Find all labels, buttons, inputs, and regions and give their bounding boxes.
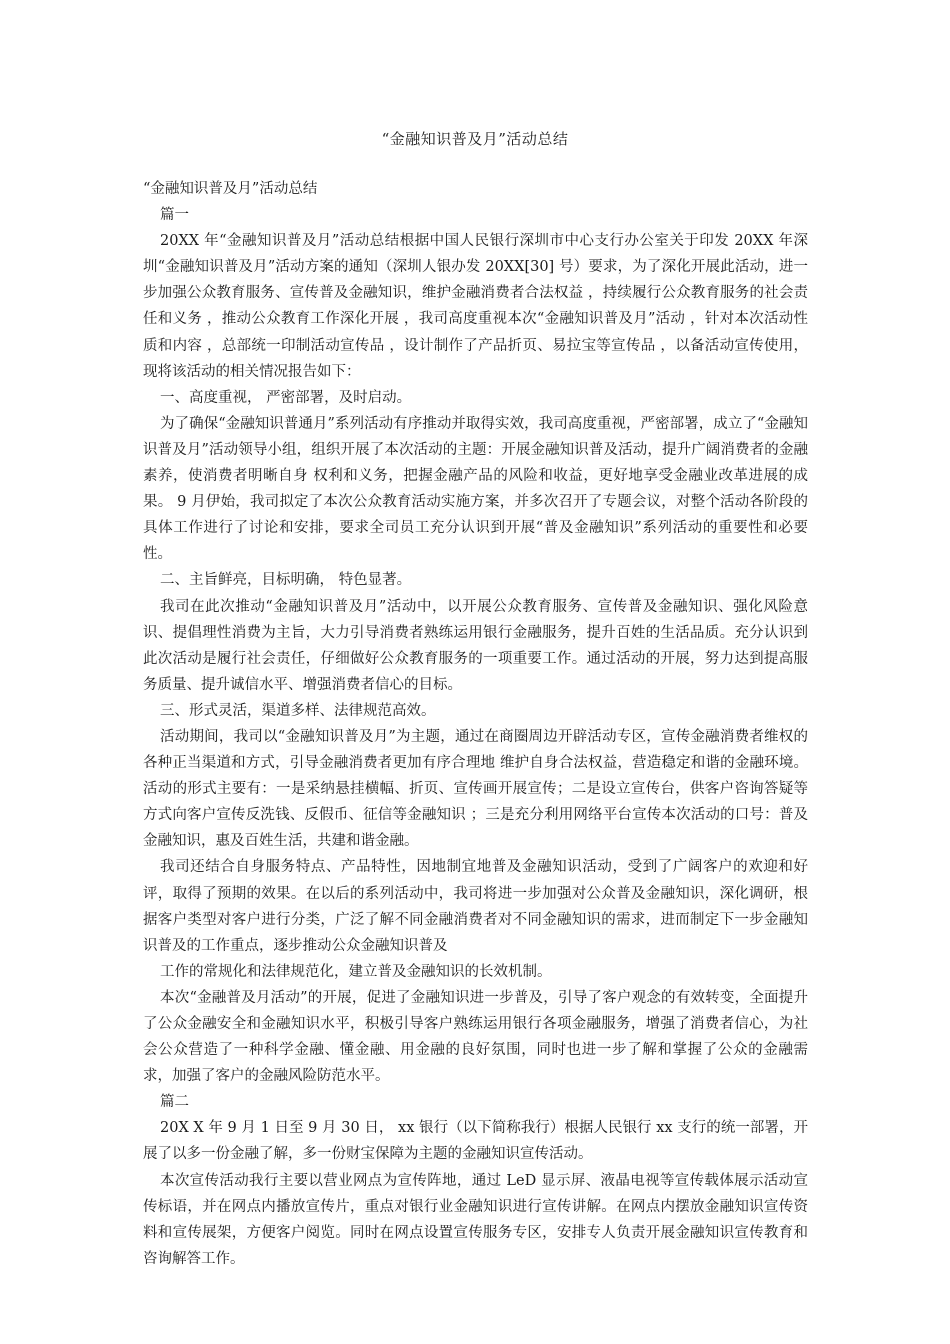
paragraph: 一、高度重视， 严密部署，及时启动。 bbox=[160, 389, 412, 406]
paragraph: 本次宣传活动我行主要以营业网点为宣传阵地，通过 LeD 显示屏、液晶电视等宣传载体展示活动宣传标语，并在网点内播放宣传片，重点对银行业金融知识进行宣传讲解。在网点内摆放金融知识宣传资料和宣传展架，方便客户阅览。同时在网点设置宣传服务专区，安排专人负责开展金融知识宣传教育和咨询解答工作。 bbox=[143, 1172, 808, 1267]
paragraph: 我司在此次推动“金融知识普及月”活动中，以开展公众教育服务、宣传普及金融知识、强化风险意识、提倡理性消费为主旨，大力引导消费者熟练运用银行金融服务，提升百姓的生活品质。充分认识到此次活动是履行社会责任，仔细做好公众教育服务的一项重要工作。通过活动的开展，努力达到提高服务质量、提升诚信水平、增强消费者信心的目标。 bbox=[143, 598, 808, 693]
paragraph: 活动期间，我司以“金融知识普及月”为主题，通过在商圈周边开辟活动专区，宣传金融消费者维权的各种正当渠道和方式，引导金融消费者更加有序合理地 维护自身合法权益，营造稳定和谐的金融环境。活动的形式主要有：一是采纳悬挂横幅、折页、宣传画开展宣传；二是设立宣传台，供客户咨询答疑等方式向客户宣传反洗钱、反假币、征信等金融知识 ；三是充分利用网络平台宣传本次活动的口号：普及金融知识，惠及百姓生活，共建和谐金融。 bbox=[143, 728, 808, 850]
paragraph: 20X X 年 9 月 1 日至 9 月 30 日， xx 银行（以下简称我行）根据人民银行 xx 支行的统一部署，开展了以多一份金融了解，多一份财宝保障为主题的金融知识宣传活动。 bbox=[143, 1120, 808, 1163]
paragraph: 二、主旨鲜亮，目标明确， 特色显著。 bbox=[160, 572, 412, 589]
paragraph: 篇一 bbox=[160, 207, 189, 224]
paragraph: 三、形式灵活，渠道多样、法律规范高效。 bbox=[160, 702, 436, 719]
paragraph: “金融知识普及月”活动总结 bbox=[143, 181, 318, 197]
document-body bbox=[143, 176, 808, 1272]
paragraph: 工作的常规化和法律规范化，建立普及金融知识的长效机制。 bbox=[160, 963, 552, 980]
paragraph: 为了确保“金融知识普通月”系列活动有序推动并取得实效，我司高度重视，严密部署，成立了“金融知识普及月”活动领导小组，组织开展了本次活动的主题：开展金融知识普及活动，提升广阔消费者的金融素养，使消费者明晰自身 权利和义务，把握金融产品的风险和收益，更好地享受金融业改革进展的成果。 9 月伊始，我司拟定了本次公众教育活动实施方案，并多次召开了专题会议，对整个活动各阶段的具体工作进行了讨论和安排，要求全司员工充分认识到开展“普及金融知识”系列活动的重要性和必要性。 bbox=[143, 415, 808, 563]
page-title: “金融知识普及月”活动总结 bbox=[381, 130, 569, 148]
paragraph: 本次“金融普及月活动”的开展，促进了金融知识进一步普及，引导了客户观念的有效转变，全面提升了公众金融安全和金融知识水平，积极引导客户熟练运用银行各项金融服务，增强了消费者信心，为社会公众营造了一种科学金融、懂金融、用金融的良好氛围，同时也进一步了解和掌握了公众的金融需求，加强了客户的金融风险防范水平。 bbox=[143, 989, 808, 1085]
paragraph: 20XX 年“金融知识普及月”活动总结根据中国人民银行深圳市中心支行办公室关于印发 20XX 年深圳“金融知识普及月”活动方案的通知（深圳人银办发 20XX[30] 号）要求，为了深化开展此活动，进一步加强公众教育服务、宣传普及金融知识，维护金融消费者合法权益 ，持续履行公众教育服务的社会责任和义务 ，推动公众教育工作深化开展 ，我司高度重视本次“金融知识普及月”活动 ，针对本次活动性质和内容 ，总部统一印制活动宣传品 ，设计制作了产品折页、易拉宝等宣传品 ，以备活动宣传使用，现将该活动的相关情况报告如下： bbox=[143, 233, 808, 380]
paragraph: 我司还结合自身服务特点、产品特性，因地制宜地普及金融知识活动，受到了广阔客户的欢迎和好评，取得了预期的效果。在以后的系列活动中，我司将进一步加强对公众普及金融知识，深化调研，根据客户类型对客户进行分类，广泛了解不同金融消费者对不同金融知识的需求，进而制定下一步金融知识普及的工作重点，逐步推动公众金融知识普及 bbox=[143, 859, 808, 954]
paragraph: 篇二 bbox=[160, 1094, 189, 1111]
